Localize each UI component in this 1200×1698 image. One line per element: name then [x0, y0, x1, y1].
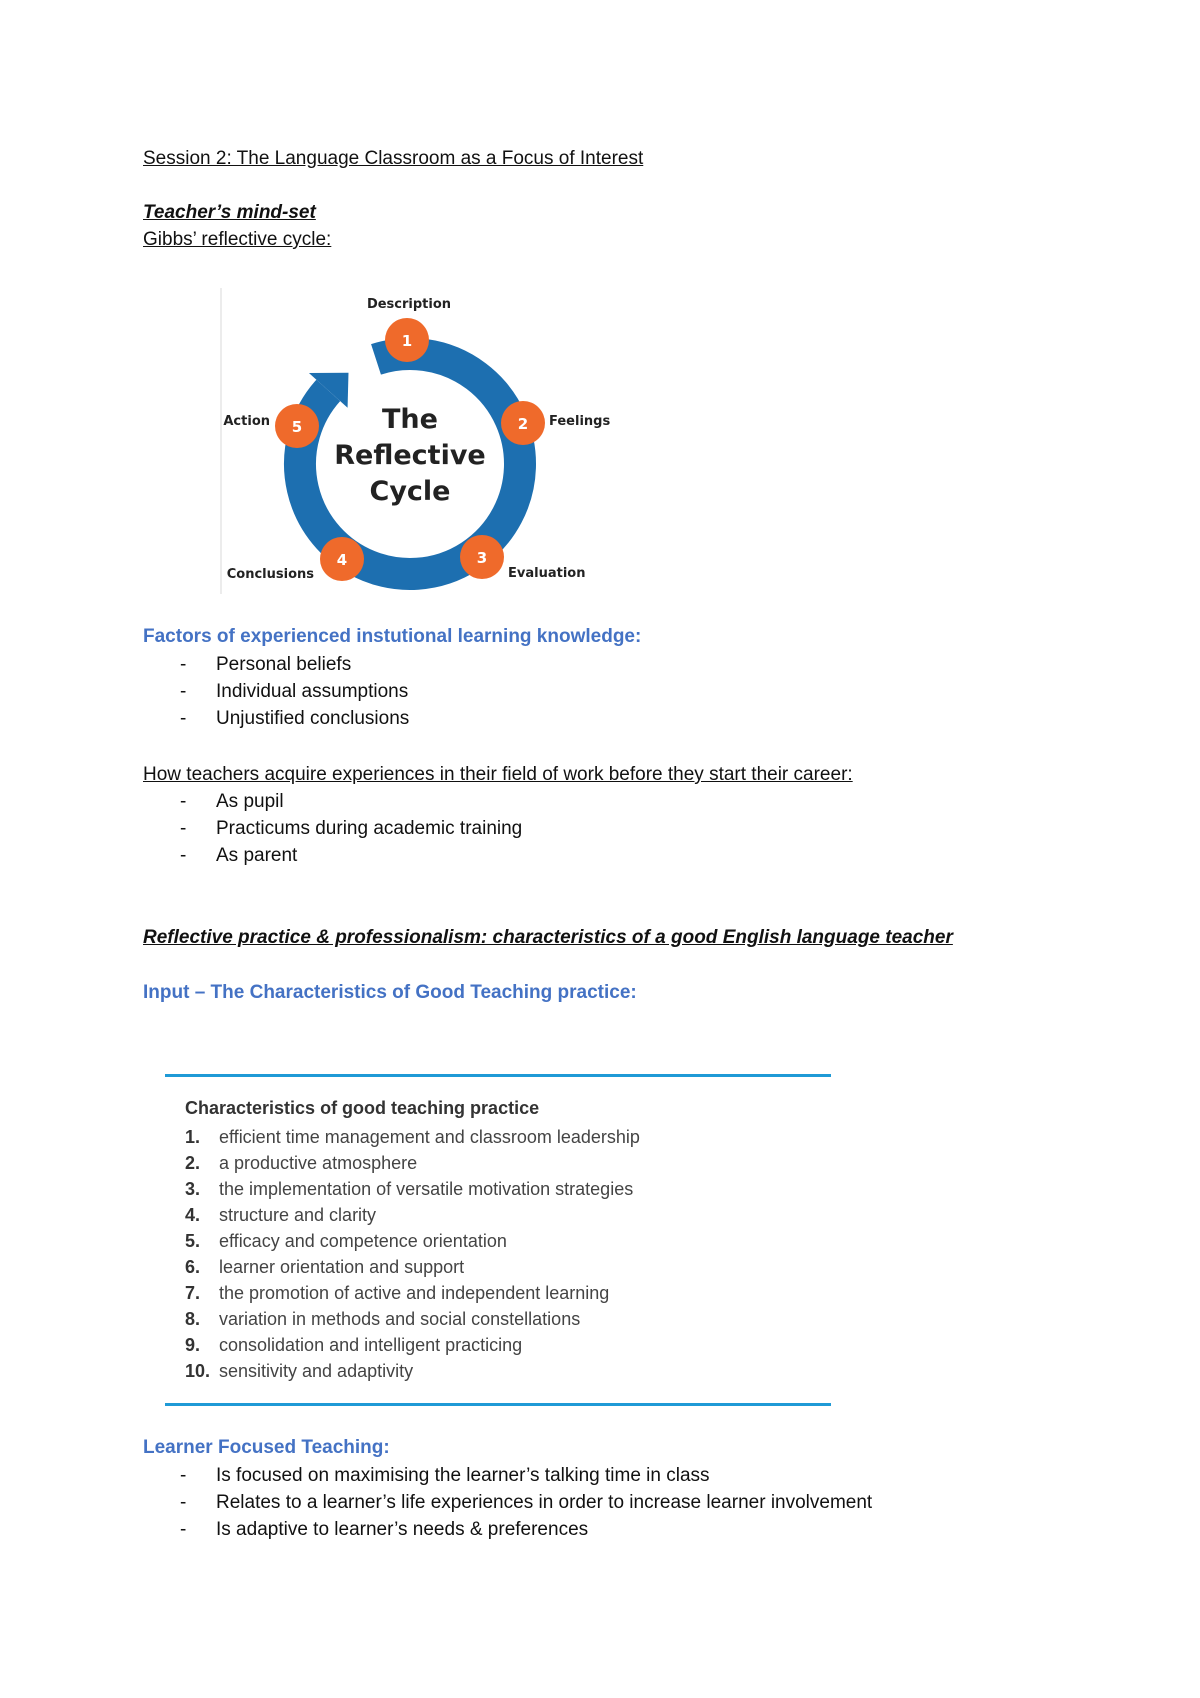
cycle-title-line-2: Reflective — [334, 440, 486, 471]
characteristic-item — [185, 1202, 640, 1228]
step-number: 3 — [476, 549, 488, 567]
list-item — [143, 842, 522, 869]
characteristic-number: 6. — [185, 1257, 201, 1277]
list-item-text: Unjustified conclusions — [216, 708, 410, 729]
characteristic-number: 2. — [185, 1153, 201, 1173]
factors-heading: Factors of experienced instutional learning knowledge: — [143, 626, 642, 647]
acquire-heading: How teachers acquire experiences in their field of work before they start their career: — [143, 764, 853, 785]
characteristic-item — [185, 1150, 640, 1176]
factors-list — [143, 651, 409, 732]
step-label: Feelings — [549, 414, 611, 429]
step-number: 2 — [517, 415, 529, 433]
cycle-title-line-3: Cycle — [369, 476, 451, 507]
characteristic-text: the implementation of versatile motivation strategies — [219, 1179, 634, 1199]
characteristic-text: efficacy and competence orientation — [219, 1231, 507, 1251]
cycle-step-evaluation — [460, 535, 585, 581]
top-rule — [165, 1074, 831, 1077]
characteristic-number: 7. — [185, 1283, 201, 1303]
cycle-step-action — [223, 404, 319, 448]
step-label: Conclusions — [226, 567, 314, 582]
list-item — [143, 678, 409, 705]
reflective-practice-heading: Reflective practice & professionalism: characteristics of a good English language teacher — [143, 927, 953, 948]
characteristic-number: 5. — [185, 1231, 201, 1251]
characteristic-text: variation in methods and social constellations — [219, 1309, 581, 1329]
list-item — [143, 815, 522, 842]
list-item — [143, 651, 409, 678]
list-item-text: Is focused on maximising the learner’s talking time in class — [216, 1465, 710, 1486]
dash-bullet: - — [180, 1465, 187, 1486]
dash-bullet: - — [180, 1519, 187, 1540]
list-item — [143, 705, 409, 732]
list-item-text: Individual assumptions — [216, 681, 409, 702]
characteristic-text: sensitivity and adaptivity — [219, 1361, 414, 1381]
characteristic-number: 8. — [185, 1309, 201, 1329]
characteristic-number: 1. — [185, 1127, 201, 1147]
list-item-text: Personal beliefs — [216, 654, 352, 675]
characteristic-text: consolidation and intelligent practicing — [219, 1335, 523, 1355]
reflective-cycle-diagram — [218, 286, 618, 606]
characteristic-number: 9. — [185, 1335, 201, 1355]
list-item-text: As parent — [216, 845, 298, 866]
step-label: Evaluation — [508, 566, 586, 581]
dash-bullet: - — [180, 654, 187, 675]
list-item — [143, 788, 522, 815]
dash-bullet: - — [180, 818, 187, 839]
list-item — [143, 1489, 872, 1516]
characteristic-text: a productive atmosphere — [219, 1153, 418, 1173]
characteristic-number: 10. — [185, 1361, 211, 1381]
characteristics-list — [185, 1124, 640, 1384]
list-item-text: As pupil — [216, 791, 284, 812]
characteristic-text: the promotion of active and independent learning — [219, 1283, 610, 1303]
dash-bullet: - — [180, 1492, 187, 1513]
step-number: 4 — [336, 551, 348, 569]
list-item-text: Is adaptive to learner’s needs & preferences — [216, 1519, 589, 1540]
characteristic-item — [185, 1358, 640, 1384]
characteristic-item — [185, 1280, 640, 1306]
characteristic-item — [185, 1176, 640, 1202]
characteristic-number: 4. — [185, 1205, 201, 1225]
characteristic-item — [185, 1306, 640, 1332]
cycle-title-line-1: The — [382, 404, 438, 435]
learner-focused-heading: Learner Focused Teaching: — [143, 1437, 390, 1458]
gibbs-heading: Gibbs’ reflective cycle: — [143, 229, 332, 250]
dash-bullet: - — [180, 681, 187, 702]
acquire-list — [143, 788, 522, 869]
characteristic-number: 3. — [185, 1179, 201, 1199]
step-label: Action — [223, 414, 270, 429]
characteristic-item — [185, 1254, 640, 1280]
list-item-text: Practicums during academic training — [216, 818, 523, 839]
session-title: Session 2: The Language Classroom as a Focus of Interest — [143, 148, 644, 169]
step-label: Description — [366, 297, 452, 312]
characteristics-title: Characteristics of good teaching practice — [185, 1098, 540, 1118]
characteristic-item — [185, 1124, 640, 1150]
mindset-heading: Teacher’s mind-set — [143, 202, 316, 223]
characteristic-text: efficient time management and classroom leadership — [219, 1127, 640, 1147]
characteristic-text: structure and clarity — [219, 1205, 377, 1225]
input-heading: Input – The Characteristics of Good Teaching practice: — [143, 982, 637, 1003]
step-number: 5 — [291, 418, 303, 436]
dash-bullet: - — [180, 845, 187, 866]
characteristic-item — [185, 1228, 640, 1254]
list-item — [143, 1462, 872, 1489]
dash-bullet: - — [180, 791, 187, 812]
characteristic-item — [185, 1332, 640, 1358]
bottom-rule — [165, 1403, 831, 1406]
dash-bullet: - — [180, 708, 187, 729]
cycle-step-feelings — [501, 401, 610, 445]
list-item-text: Relates to a learner’s life experiences in order to increase learner involvement — [216, 1492, 873, 1513]
learner-focused-list — [143, 1462, 872, 1543]
characteristic-text: learner orientation and support — [219, 1257, 465, 1277]
list-item — [143, 1516, 872, 1543]
cycle-step-conclusions — [227, 537, 364, 582]
step-number: 1 — [401, 332, 413, 350]
characteristics-box — [165, 1074, 831, 1408]
